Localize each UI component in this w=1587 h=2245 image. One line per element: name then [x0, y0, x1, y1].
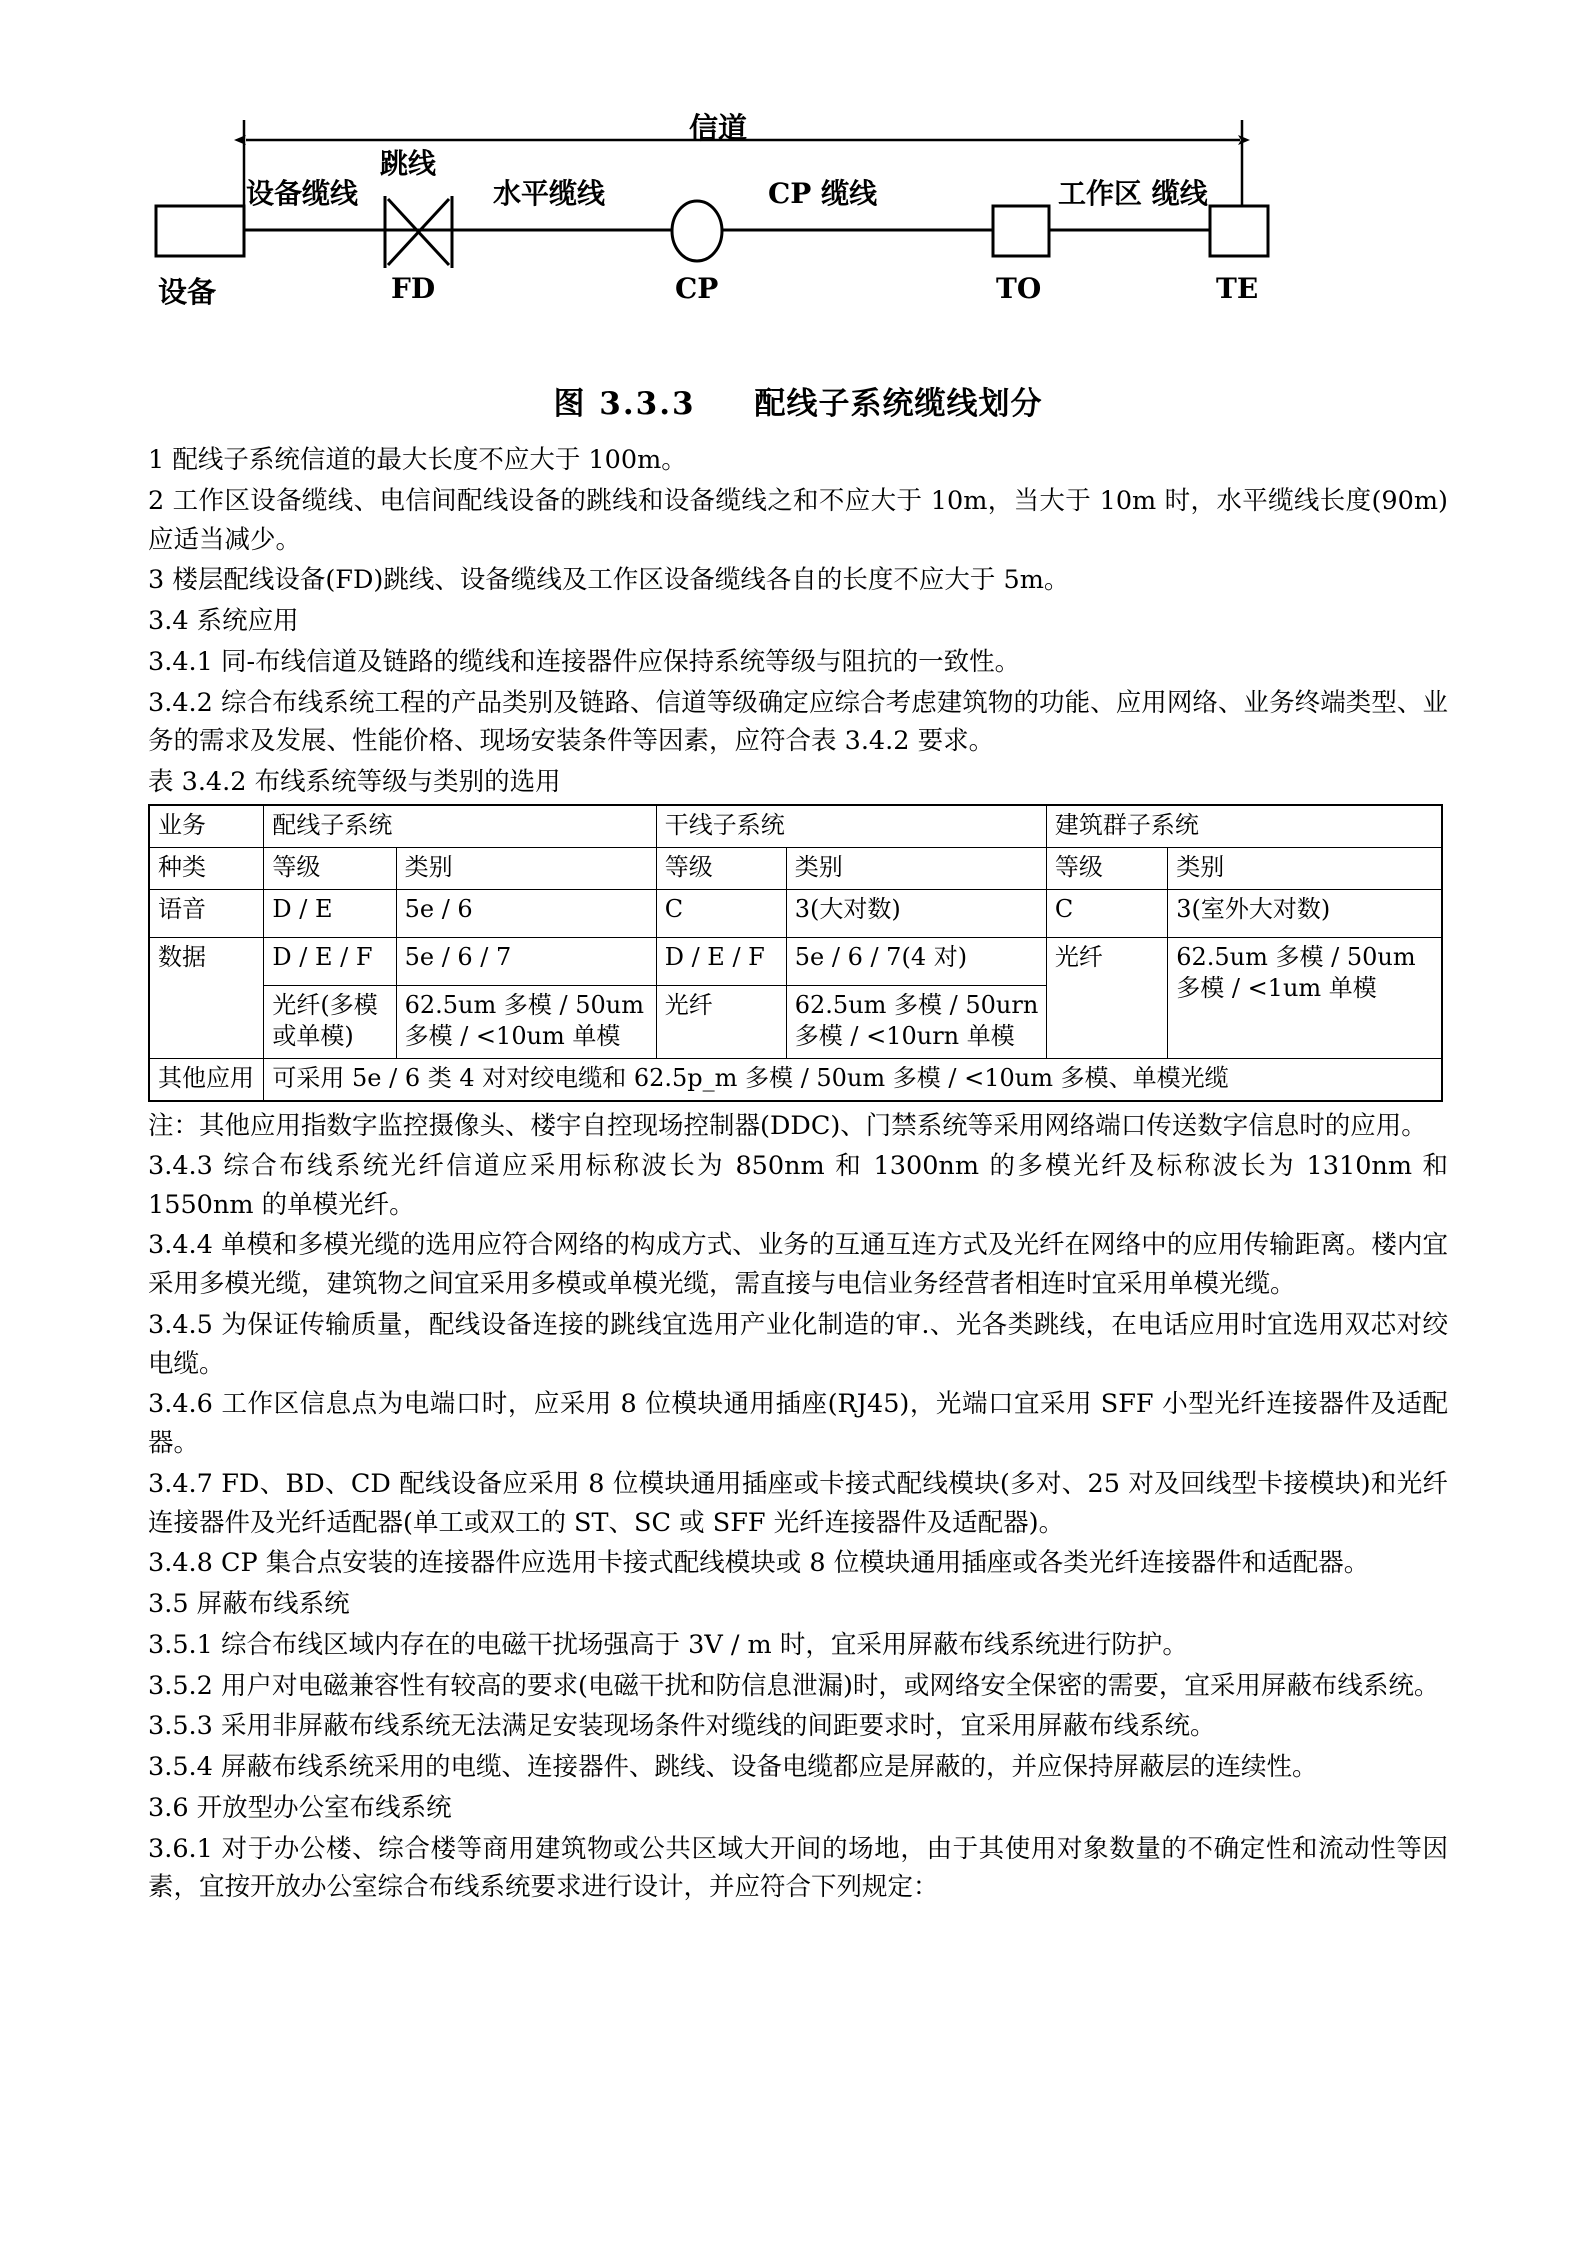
table-cell-business-1: 业务 [149, 805, 264, 847]
page-content [148, 100, 1448, 1909]
clause-3-4-5: 3.4.5 为保证传输质量，配线设备连接的跳线宜选用产业化制造的审.、光各类跳线，在电话应用时宜选用双芯对绞电缆。 [148, 1309, 1448, 1379]
table-header-row-2 [149, 847, 1442, 889]
heading-3-5: 3.5 屏蔽布线系统 [148, 1589, 350, 1620]
equipment-box [156, 206, 244, 256]
table-cell-grade1: D / E [264, 889, 396, 937]
cp-circle [672, 201, 722, 261]
cabling-subsystem-figure [148, 100, 1448, 370]
table-cell-grade1: 光纤(多模或单模) [264, 985, 396, 1058]
table-row-other-applications [149, 1058, 1442, 1100]
figure-node-to: TO [996, 272, 1042, 305]
table-header-class-2: 类别 [786, 847, 1046, 889]
table-row [149, 937, 1442, 985]
table-header-campus-subsystem: 建筑群子系统 [1046, 805, 1442, 847]
clause-3-5-4: 3.5.4 屏蔽布线系统采用的电缆、连接器件、跳线、设备电缆都应是屏蔽的，并应保持屏蔽层的连续性。 [148, 1752, 1318, 1783]
clause-3-5-3: 3.5.3 采用非屏蔽布线系统无法满足安装现场条件对缆线的间距要求时，宜采用屏蔽布线系统。 [148, 1711, 1216, 1742]
table-cell-class1: 5e / 6 / 7 [396, 937, 656, 985]
table-cell-business-2: 种类 [149, 847, 264, 889]
table-cell-class2: 3(大对数) [786, 889, 1046, 937]
clause-3-4-6: 3.4.6 工作区信息点为电端口时，应采用 8 位模块通用插座(RJ45)，光端口宜采用 SFF 小型光纤连接器件及适配器。 [148, 1389, 1448, 1459]
table-note: 注：其他应用指数字监控摄像头、楼宇自控现场控制器(DDC)、门禁系统等采用网络端口传送数字信息时的应用。 [148, 1110, 1427, 1141]
figure-node-equipment: 设备 [158, 275, 217, 309]
table-cell-class3: 3(室外大对数) [1168, 889, 1442, 937]
table-header-grade-2: 等级 [656, 847, 786, 889]
to-box [993, 206, 1049, 256]
clause-3-5-1: 3.5.1 综合布线区域内存在的电磁干扰场强高于 3V / m 时，宜采用屏蔽布线系统进行防护。 [148, 1629, 1188, 1660]
table-row-name: 语音 [149, 889, 264, 937]
table-header-class-1: 类别 [396, 847, 656, 889]
table-cell-grade3: C [1046, 889, 1167, 937]
table-caption: 表 3.4.2 布线系统等级与类别的选用 [148, 767, 561, 797]
clause-3-5-2: 3.5.2 用户对电磁兼容性有较高的要求(电磁干扰和防信息泄漏)时，或网络安全保密的需要，宜采用屏蔽布线系统。 [148, 1670, 1440, 1701]
figure-label-work-area-cable: 工作区 缆线 [1058, 177, 1208, 210]
table-cell-grade2: 光纤 [656, 985, 786, 1058]
table-header-backbone-subsystem: 干线子系统 [656, 805, 1046, 847]
table-cell-grade2: C [656, 889, 786, 937]
paragraph-3: 3 楼层配线设备(FD)跳线、设备缆线及工作区设备缆线各自的长度不应大于 5m。 [148, 565, 1070, 596]
table-row [149, 889, 1442, 937]
figure-node-fd: FD [391, 272, 436, 305]
table-cell-grade1: D / E / F [264, 937, 396, 985]
figure-label-equipment-cable: 设备缆线 [246, 177, 359, 210]
clause-3-4-7: 3.4.7 FD、BD、CD 配线设备应采用 8 位模块通用插座或卡接式配线模块(多对、25 对及回线型卡接模块)和光纤连接器件及光纤适配器(单工或双工的 ST、SC 或 SFF 光纤连接器件及适配器)。 [148, 1468, 1448, 1538]
table-row-name: 其他应用 [149, 1058, 264, 1100]
figure-label-cp-cable: CP 缆线 [768, 177, 878, 210]
table-cell-class2: 5e / 6 / 7(4 对) [786, 937, 1046, 985]
table-cell-class2: 62.5um 多模 / 50urn 多模 / <10urn 单模 [786, 985, 1046, 1058]
figure-node-te: TE [1216, 272, 1259, 305]
table-cell-class3: 62.5um 多模 / 50um 多模 / <1um 单模 [1168, 937, 1442, 1058]
clause-3-4-1: 3.4.1 同-布线信道及链路的缆线和连接器件应保持系统等级与阻抗的一致性。 [148, 646, 1021, 677]
heading-3-6: 3.6 开放型办公室布线系统 [148, 1792, 452, 1823]
clause-3-4-3: 3.4.3 综合布线系统光纤信道应采用标称波长为 850nm 和 1300nm 的多模光纤及标称波长为 1310nm 和 1550nm 的单模光纤。 [148, 1150, 1448, 1220]
cabling-grade-table [148, 804, 1443, 1101]
paragraph-2: 2 工作区设备缆线、电信间配线设备的跳线和设备缆线之和不应大于 10m，当大于 10m 时，水平缆线长度(90m)应适当减少。 [148, 485, 1448, 555]
figure-caption-text: 配线子系统缆线划分 [754, 386, 1043, 422]
clause-3-4-4: 3.4.4 单模和多模光缆的选用应符合网络的构成方式、业务的互通互连方式及光纤在网络中的应用传输距离。楼内宜采用多模光缆，建筑物之间宜采用多模或单模光缆，需直接与电信业务经营者相连时宜采用单模光缆。 [148, 1230, 1448, 1300]
table-header-grade-3: 等级 [1046, 847, 1167, 889]
table-header-row-1 [149, 805, 1442, 847]
figure-label-patch-cord: 跳线 [380, 147, 437, 180]
table-row-name: 数据 [149, 937, 264, 1058]
figure-node-cp: CP [675, 272, 719, 305]
figure-caption [148, 378, 1448, 423]
heading-3-4: 3.4 系统应用 [148, 606, 299, 636]
figure-caption-number: 图 3.3.3 [553, 386, 696, 422]
table-header-grade-1: 等级 [264, 847, 396, 889]
table-cell-grade2: D / E / F [656, 937, 786, 985]
figure-label-channel: 信道 [689, 111, 748, 145]
clause-3-4-8: 3.4.8 CP 集合点安装的连接器件应选用卡接式配线模块或 8 位模块通用插座或各类光纤连接器件和适配器。 [148, 1548, 1370, 1579]
figure-svg [148, 100, 1448, 360]
te-box [1210, 206, 1268, 256]
table-header-horizontal-subsystem: 配线子系统 [264, 805, 656, 847]
clause-3-4-2: 3.4.2 综合布线系统工程的产品类别及链路、信道等级确定应综合考虑建筑物的功能、应用网络、业务终端类型、业务的需求及发展、性能价格、现场安装条件等因素，应符合表 3.4.2 要求。 [148, 687, 1448, 757]
clause-3-6-1: 3.6.1 对于办公楼、综合楼等商用建筑物或公共区域大开间的场地，由于其使用对象数量的不确定性和流动性等因素，宜按开放办公室综合布线系统要求进行设计，并应符合下列规定： [148, 1833, 1448, 1903]
table-header-class-3: 类别 [1168, 847, 1442, 889]
paragraph-1: 1 配线子系统信道的最大长度不应大于 100m。 [148, 445, 687, 475]
table-cell-class1: 5e / 6 [396, 889, 656, 937]
table-cell-grade3: 光纤 [1046, 937, 1167, 1058]
figure-label-horizontal-cable: 水平缆线 [493, 177, 606, 210]
table-cell-other-applications-value: 可采用 5e / 6 类 4 对对绞电缆和 62.5p_m 多模 / 50um 多模 / <10um 多模、单模光缆 [264, 1058, 1442, 1100]
table-cell-class1: 62.5um 多模 / 50um 多模 / <10um 单模 [396, 985, 656, 1058]
